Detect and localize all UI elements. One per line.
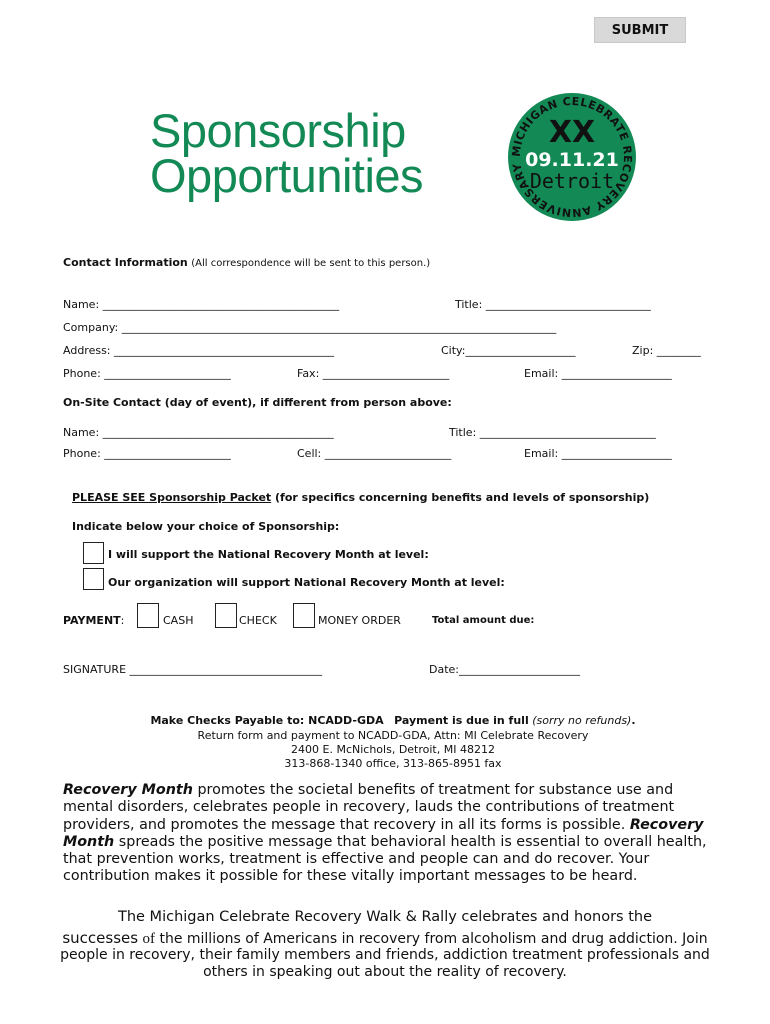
sponsorship-packet-link[interactable]: PLEASE SEE Sponsorship Packet bbox=[72, 491, 272, 504]
walk-line-2-rest: the millions of Americans in recovery from alcoholism and drug addiction. Join bbox=[159, 931, 708, 947]
no-refunds-text: (sorry no refunds) bbox=[532, 714, 632, 727]
date-field[interactable]: Date:______________________ bbox=[429, 663, 580, 676]
onsite-cell-field[interactable]: Cell: _______________________ bbox=[297, 447, 452, 460]
recovery-month-term-2: Recovery Month bbox=[63, 816, 704, 850]
contact-heading-row bbox=[63, 256, 430, 269]
walk-successes: successes bbox=[62, 929, 139, 947]
walk-line-1: The Michigan Celebrate Recovery Walk & Rally celebrates and honors the bbox=[117, 909, 653, 925]
checks-payable-text: Make Checks Payable to: NCADD-GDA bbox=[150, 714, 384, 727]
level-individual-checkbox[interactable] bbox=[83, 542, 104, 564]
onsite-phone-field[interactable]: Phone: _______________________ bbox=[63, 447, 231, 460]
signature-field[interactable]: SIGNATURE ___________________________________ bbox=[63, 663, 323, 676]
onsite-heading: On-Site Contact (day of event), if different from person above: bbox=[63, 396, 452, 409]
contact-name-field[interactable]: Name: ___________________________________________ bbox=[63, 298, 340, 311]
level-individual-label: I will support the National Recovery Month at level: bbox=[108, 548, 429, 561]
check-label: CHECK bbox=[239, 614, 277, 627]
level-organization-label: Our organization will support National Recovery Month at level: bbox=[108, 576, 505, 589]
mailing-address: 2400 E. McNichols, Detroit, MI 48212 bbox=[291, 743, 495, 756]
check-checkbox[interactable] bbox=[215, 603, 237, 628]
total-amount-label: Total amount due: bbox=[432, 615, 535, 626]
packet-note bbox=[72, 491, 649, 504]
svg-text:09.11.21: 09.11.21 bbox=[525, 149, 619, 171]
walk-line-2 bbox=[40, 929, 730, 948]
payment-label: PAYMENT bbox=[63, 614, 121, 627]
payment-due-text: Payment is due in full bbox=[394, 714, 529, 727]
walk-line-4: others in speaking out about the reality of recovery. bbox=[203, 964, 567, 980]
walk-line-3: people in recovery, their family members and friends, addiction treatment professionals and bbox=[60, 947, 710, 963]
return-instructions: Return form and payment to NCADD-GDA, Attn: MI Celebrate Recovery bbox=[197, 729, 589, 742]
recovery-month-paragraph bbox=[63, 782, 723, 886]
walk-of: of bbox=[142, 931, 156, 947]
recovery-month-term: Recovery Month bbox=[63, 782, 193, 798]
submit-button[interactable]: SUBMIT bbox=[594, 17, 686, 43]
onsite-email-field[interactable]: Email: ____________________ bbox=[524, 447, 672, 460]
cash-checkbox[interactable] bbox=[137, 603, 159, 628]
title-line-2: Opportunities bbox=[150, 149, 424, 202]
onsite-title-field[interactable]: Title: ________________________________ bbox=[449, 426, 656, 439]
contact-city-field[interactable]: City:____________________ bbox=[441, 344, 576, 357]
contact-fax-field[interactable]: Fax: _______________________ bbox=[297, 367, 450, 380]
recovery-text-part-2: spreads the positive message that behavioral health is essential to overall health, that prevention works, treatment is effective and people can and do recover. Your contribution makes it possible for these vitally important messages to be heard. bbox=[63, 833, 707, 885]
contact-company-field[interactable]: Company: _______________________________________________________________________________ bbox=[63, 321, 557, 334]
contact-heading: Contact Information bbox=[63, 256, 188, 269]
contact-phone-field[interactable]: Phone: _______________________ bbox=[63, 367, 231, 380]
onsite-name-field[interactable]: Name: __________________________________________ bbox=[63, 426, 334, 439]
money-order-checkbox[interactable] bbox=[293, 603, 315, 628]
payment-colon: : bbox=[120, 614, 125, 627]
contact-phone-numbers: 313-868-1340 office, 313-865-8951 fax bbox=[284, 757, 502, 770]
checks-period: . bbox=[631, 714, 636, 727]
money-order-label: MONEY ORDER bbox=[318, 614, 401, 627]
choice-heading: Indicate below your choice of Sponsorship: bbox=[72, 520, 340, 533]
cash-label: CASH bbox=[163, 614, 194, 627]
level-organization-checkbox[interactable] bbox=[83, 568, 104, 590]
contact-address-field[interactable]: Address: ________________________________________ bbox=[63, 344, 335, 357]
contact-zip-field[interactable]: Zip: ________ bbox=[632, 344, 701, 357]
svg-text:Detroit: Detroit bbox=[529, 169, 615, 193]
packet-note-rest: (for specifics concerning benefits and levels of sponsorship) bbox=[275, 491, 650, 504]
contact-email-field[interactable]: Email: ____________________ bbox=[524, 367, 672, 380]
contact-note: (All correspondence will be sent to this person.) bbox=[191, 258, 431, 269]
checks-payable-line bbox=[63, 714, 723, 727]
contact-title-field[interactable]: Title: ______________________________ bbox=[455, 298, 651, 311]
title-line-1: Sponsorship bbox=[150, 104, 406, 157]
svg-text:XX: XX bbox=[548, 115, 596, 150]
svg-text:MICHIGAN CELEBRATE RECOVERY AN: MICHIGAN CELEBRATE RECOVERY ANNIVERSARY bbox=[509, 94, 635, 220]
anniversary-seal-logo bbox=[507, 92, 637, 222]
payment-label-row bbox=[63, 614, 124, 627]
recovery-text-part-1: promotes the societal benefits of treatment for substance use and mental disorders, celebrates people in recovery, lauds the contributions of treatment providers, and promotes the message that recovery in all its forms is possible. bbox=[63, 782, 675, 833]
